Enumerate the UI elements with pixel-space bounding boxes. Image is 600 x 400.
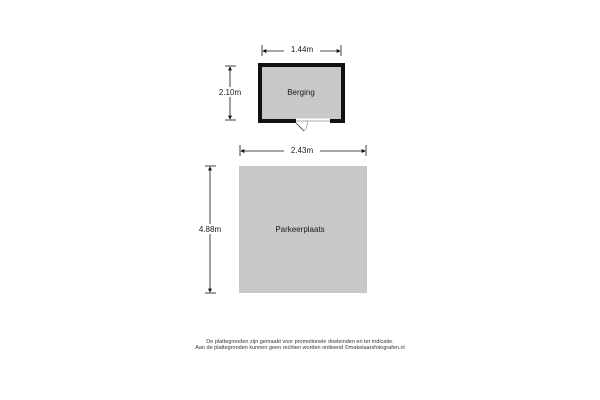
disclaimer-line-2: Aan de plattegronden kunnen geen rechten worden ontleend ©makelaarsfotografen.nl	[195, 345, 405, 351]
parkeerplaats-width-dimension	[240, 145, 366, 156]
berging-depth-dimension	[212, 66, 248, 120]
berging-door-leaf	[296, 123, 304, 131]
berging-width-dimension	[262, 44, 341, 56]
berging-room	[258, 63, 345, 131]
parkeerplaats-width-label: 2.43m	[290, 146, 314, 155]
parkeerplaats-area	[239, 166, 367, 293]
berging-depth-label: 2.10m	[218, 88, 242, 97]
parkeerplaats-depth-dimension	[192, 166, 228, 293]
berging-width-label: 1.44m	[290, 45, 314, 54]
disclaimer-line-1: De plattegronden zijn gemaakt voor promotionele doeleinden en ter indicatie.	[206, 339, 394, 345]
parkeerplaats-label: Parkeerplaats	[275, 225, 325, 234]
parkeerplaats-depth-label: 4.88m	[198, 225, 222, 234]
berging-label: Berging	[287, 88, 315, 97]
